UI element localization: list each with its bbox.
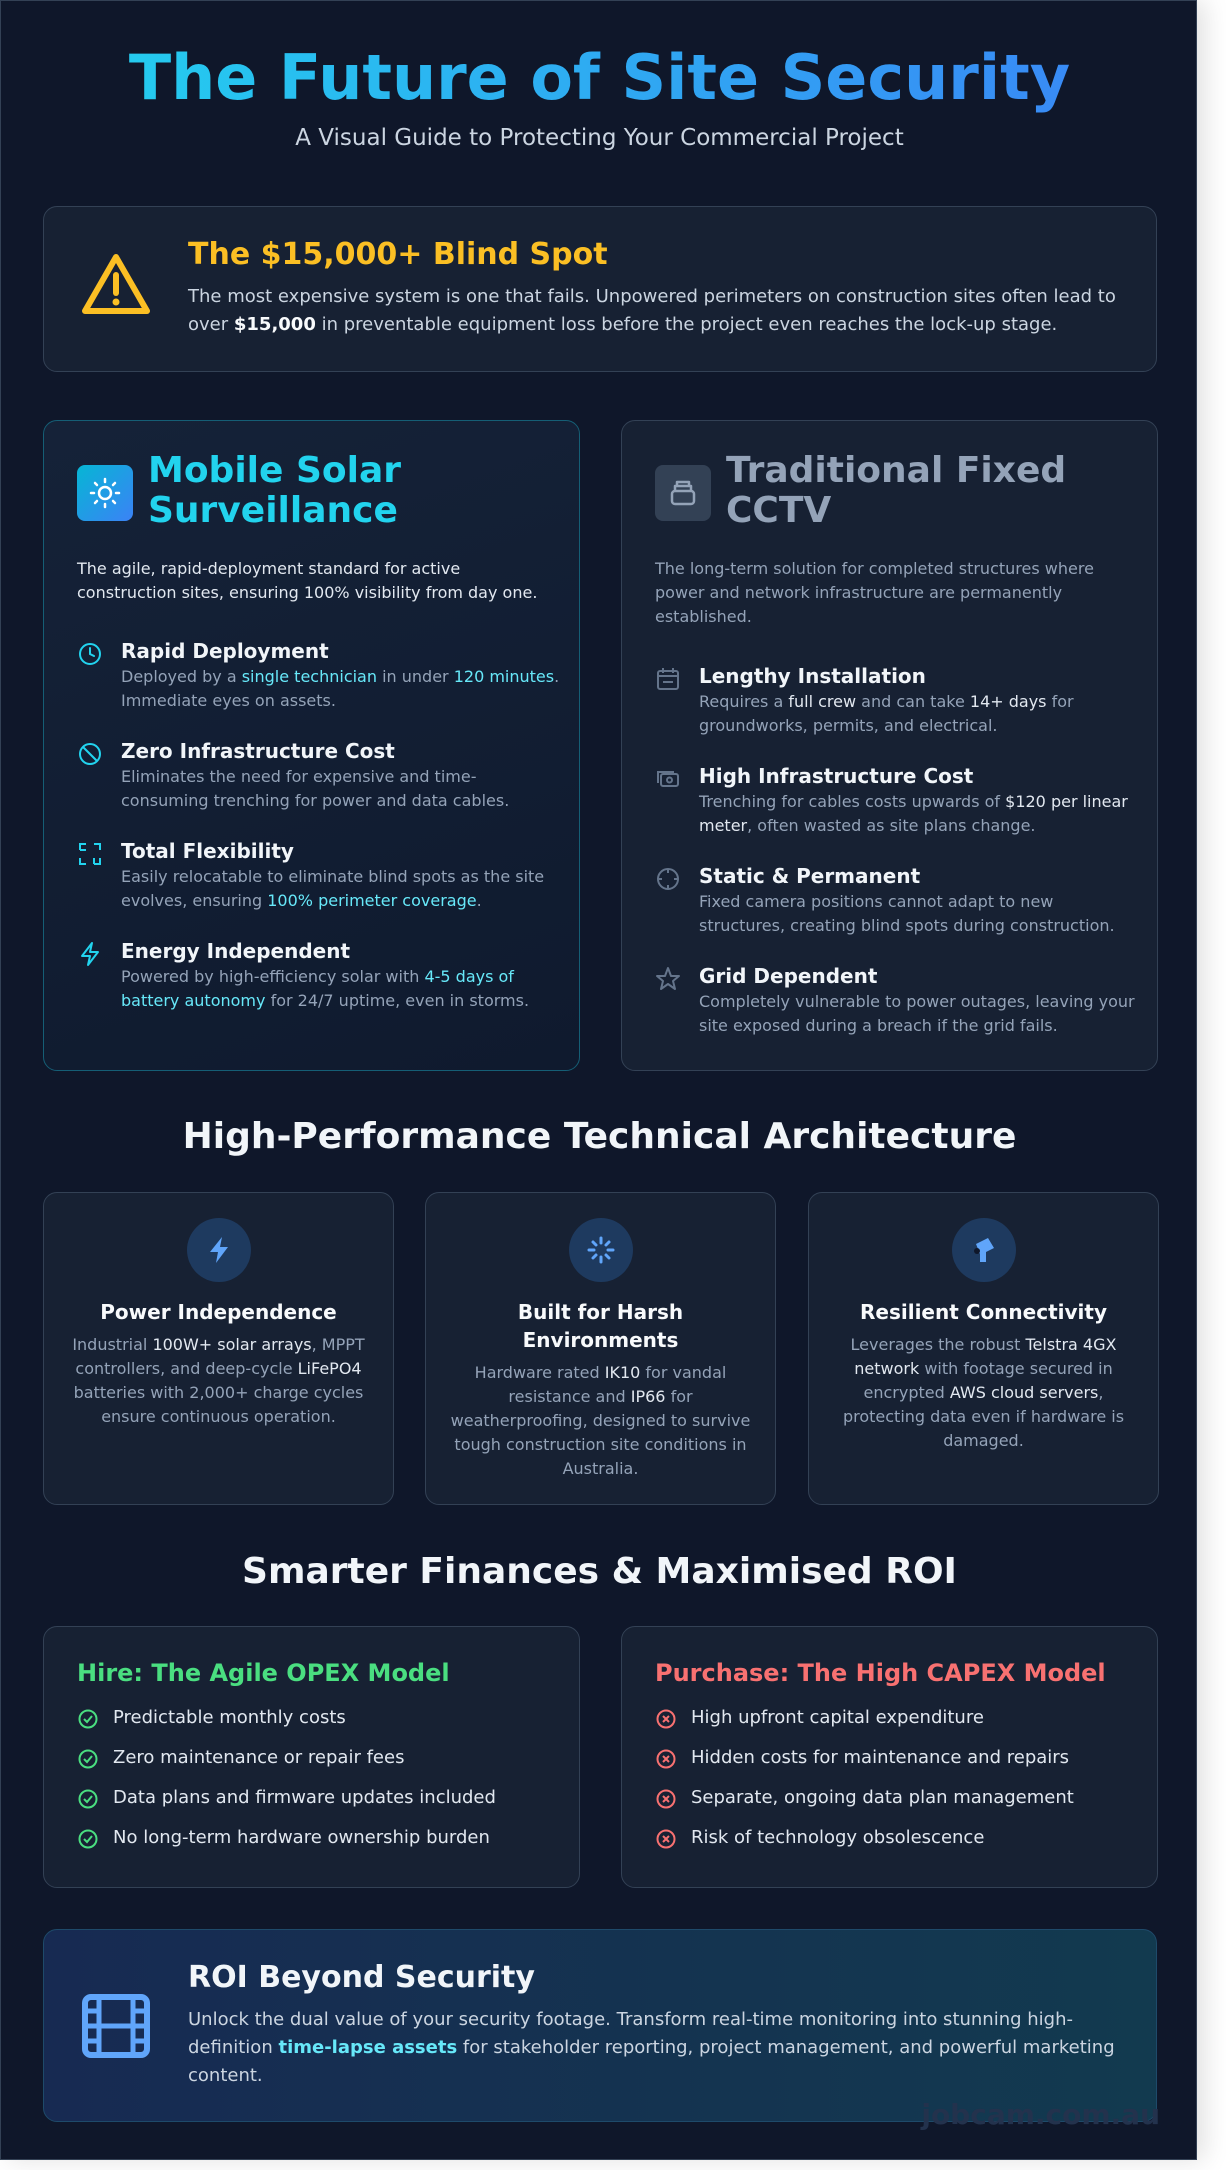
- satellite-icon: [952, 1218, 1016, 1282]
- bolt-icon: [77, 941, 103, 967]
- list-item: Risk of technology obsolescence: [655, 1827, 1074, 1867]
- x-circle-icon: [655, 1748, 677, 1770]
- ban-icon: [77, 741, 103, 767]
- list-item: Separate, ongoing data plan management: [655, 1787, 1074, 1827]
- hire-opex-card: [43, 1626, 580, 1888]
- warning-triangle-icon: [80, 251, 152, 321]
- star-icon: [655, 966, 681, 992]
- list-item: Hidden costs for maintenance and repairs: [655, 1747, 1074, 1787]
- x-circle-icon: [655, 1788, 677, 1810]
- roi-card: [43, 1929, 1157, 2122]
- purchase-capex-card: [621, 1626, 1158, 1888]
- expand-icon: [77, 841, 103, 867]
- traditional-cctv-intro: The long-term solution for completed structures where power and network infrastructure are permanently established.: [655, 559, 1094, 626]
- roi-text: Unlock the dual value of your security footage. Transform real-time monitoring into stunning high-definition time-lapse assets for stakeholder reporting, project management, and powerful marketing content.: [188, 2009, 1115, 2086]
- list-item: No long-term hardware ownership burden: [77, 1827, 496, 1867]
- check-circle-icon: [77, 1788, 99, 1810]
- alert-title: The $15,000+ Blind Spot: [188, 237, 608, 272]
- traditional-cctv-card: Traditional Fixed CCTV The long-term solution for completed structures where power and network infrastructure are permanently established. Lengthy Installation Requires a full crew and can take 14+ days for groundworks, permits, and electrical. High Infrastructure Cost Trenching for cables costs upwards of $120 per linear meter, often wasted as site plans change. Static & Permanent Fixed camera positions cannot adapt to new structures, creating blind spots during construction. Grid Dependent Completely vulnerable to power outages, leaving your site exposed during a breach if the grid fails.: [621, 420, 1158, 1071]
- list-item: Data plans and firmware updates included: [77, 1787, 496, 1827]
- traditional-cctv-title: Traditional Fixed CCTV: [726, 450, 1067, 531]
- roi-title: ROI Beyond Security: [188, 1960, 535, 1995]
- purchase-title: Purchase: The High CAPEX Model: [655, 1659, 1106, 1687]
- money-icon: [655, 766, 681, 792]
- page-subtitle: A Visual Guide to Protecting Your Commercial Project: [295, 125, 904, 151]
- arch-card-connectivity: Resilient Connectivity Leverages the robust Telstra 4GX network with footage secured in encrypted AWS cloud servers, protecting data even if hardware is damaged.: [808, 1192, 1159, 1505]
- check-circle-icon: [77, 1748, 99, 1770]
- hire-list: [77, 1707, 496, 1867]
- finance-heading: Smarter Finances & Maximised ROI: [242, 1551, 957, 1592]
- alert-text: The most expensive system is one that fails. Unpowered perimeters on construction sites often lead to over $15,000 in preventable equipment loss before the project even reaches the lock-up stage.: [188, 286, 1116, 335]
- x-circle-icon: [655, 1828, 677, 1850]
- mobile-solar-title: Mobile Solar Surveillance: [148, 450, 402, 531]
- spinner-icon: [569, 1218, 633, 1282]
- x-circle-icon: [655, 1708, 677, 1730]
- sun-icon: [77, 465, 133, 521]
- film-icon: [82, 1994, 150, 2062]
- crosshair-icon: [655, 866, 681, 892]
- page-title: The Future of Site Security: [1, 41, 1198, 114]
- arch-card-harsh: Built for Harsh Environments Hardware rated IK10 for vandal resistance and IP66 for weatherproofing, designed to survive tough construction site conditions in Australia.: [425, 1192, 776, 1505]
- check-circle-icon: [77, 1828, 99, 1850]
- calendar-icon: [655, 666, 681, 692]
- list-item: Predictable monthly costs: [77, 1707, 496, 1747]
- purchase-list: [655, 1707, 1074, 1867]
- mobile-solar-intro: The agile, rapid-deployment standard for active construction sites, ensuring 100% visibility from day one.: [77, 559, 538, 602]
- bolt-icon: [187, 1218, 251, 1282]
- check-circle-icon: [77, 1708, 99, 1730]
- clock-icon: [77, 641, 103, 667]
- blind-spot-alert-card: [43, 206, 1157, 372]
- watermark: jobcam.com.au: [921, 2098, 1160, 2131]
- mobile-solar-card: Mobile Solar Surveillance The agile, rapid-deployment standard for active construction sites, ensuring 100% visibility from day one. Rapid Deployment Deployed by a single technician in under 120 minutes. Immediate eyes on assets. Zero Infrastructure Cost Eliminates the need for expensive and time-consuming trenching for power and data cables. Total Flexibility Easily relocatable to eliminate blind spots as the site evolves, ensuring 100% perimeter coverage. Energy Independent Powered by high-efficiency solar with 4-5 days of battery autonomy for 24/7 uptime, even in storms.: [43, 420, 580, 1071]
- list-item: High upfront capital expenditure: [655, 1707, 1074, 1747]
- cctv-icon: [655, 465, 711, 521]
- list-item: Zero maintenance or repair fees: [77, 1747, 496, 1787]
- architecture-heading: High-Performance Technical Architecture: [182, 1116, 1017, 1157]
- arch-card-power: Power Independence Industrial 100W+ solar arrays, MPPT controllers, and deep-cycle LiFePO4 batteries with 2,000+ charge cycles ensure continuous operation.: [43, 1192, 394, 1505]
- hire-title: Hire: The Agile OPEX Model: [77, 1659, 450, 1687]
